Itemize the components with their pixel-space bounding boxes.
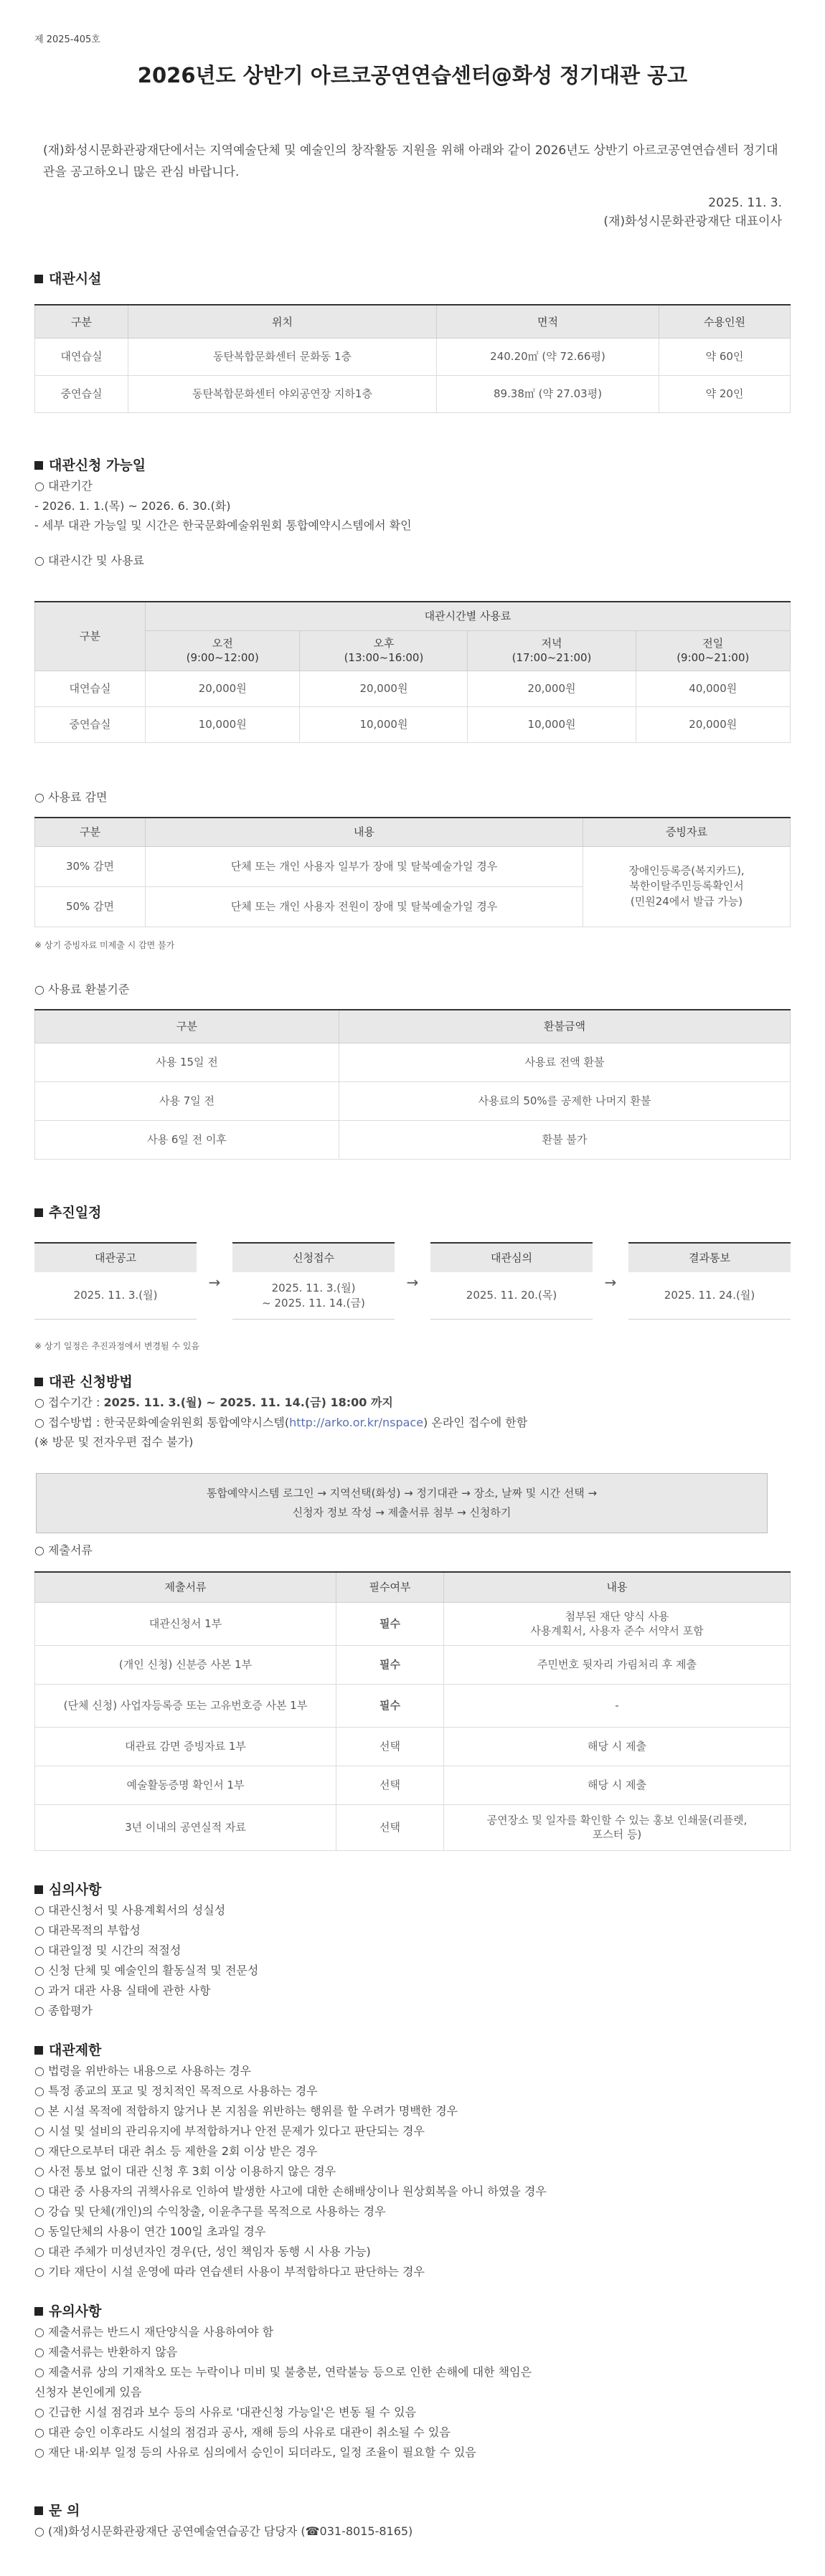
square-bullet-icon xyxy=(34,275,43,283)
table-row xyxy=(35,1684,791,1727)
list-item: ○ 동일단체의 사용이 연간 100일 초과일 경우 xyxy=(34,2225,266,2239)
refund-section xyxy=(34,980,791,1160)
evidence-cell: 장애인등록증(복지카드), 북한이탈주민등록확인서 (민원24에서 발급 가능) xyxy=(583,846,791,927)
square-bullet-icon xyxy=(34,2046,43,2055)
table-cell: 사용료 전액 환불 xyxy=(339,1043,791,1081)
right-arrow-icon: → xyxy=(604,1274,617,1292)
table-cell: 환불 불가 xyxy=(339,1120,791,1159)
docs-section xyxy=(34,1540,791,1851)
table-cell: 대관료 감면 증빙자료 1부 xyxy=(35,1727,336,1766)
table-header: 제출서류 xyxy=(35,1572,336,1602)
schedule-note: ※ 상기 일정은 추진과정에서 변경될 수 있음 xyxy=(34,1341,200,1352)
table-cell: 40,000원 xyxy=(636,671,790,706)
facility-heading: 대관시설 xyxy=(34,268,791,290)
caution-heading: 유의사항 xyxy=(34,2301,791,2322)
table-cell: 20,000원 xyxy=(300,671,468,706)
list-item: ○ 특정 종교의 포교 및 정치적인 목적으로 사용하는 경우 xyxy=(34,2084,318,2098)
apply-method: ○ 접수방법 : 한국문화예술위원회 통합예약시스템(http://arko.or.kr/nspace) 온라인 접수에 한함 xyxy=(34,1415,528,1429)
contact-heading: 문 의 xyxy=(34,2500,791,2521)
table-cell: 대관신청서 1부 xyxy=(35,1602,336,1645)
issuer: (재)화성시문화관광재단 대표이사 xyxy=(603,214,782,229)
table-header: 오후 (13:00~16:00) xyxy=(300,630,468,671)
table-cell: 50% 감면 xyxy=(35,886,146,927)
list-item: ○ 기타 재단이 시설 운영에 따라 연습센터 사용이 부적합하다고 판단하는 경우 xyxy=(34,2265,425,2279)
list-item: ○ 신청 단체 및 예술인의 활동실적 및 전문성 xyxy=(34,1964,259,1978)
table-cell: 동탄복합문화센터 문화동 1층 xyxy=(128,338,437,375)
table-cell: 선택 xyxy=(336,1804,444,1850)
table-cell: 선택 xyxy=(336,1727,444,1766)
square-bullet-icon xyxy=(34,2307,43,2316)
table-cell: 사용 7일 전 xyxy=(35,1081,339,1120)
apply-heading: 대관 신청방법 xyxy=(34,1371,791,1393)
list-item: ○ 법령을 위반하는 내용으로 사용하는 경우 xyxy=(34,2064,252,2078)
right-arrow-icon: → xyxy=(208,1274,221,1292)
table-header: 오전 (9:00~12:00) xyxy=(146,630,300,671)
table-header: 면적 xyxy=(437,305,659,338)
discount-label: ○ 사용료 감면 xyxy=(34,790,108,804)
table-row xyxy=(35,1766,791,1804)
list-item: ○ 시설 및 설비의 관리유지에 부적합하거나 안전 문제가 있다고 판단되는 경우 xyxy=(34,2124,425,2139)
list-item: ○ 과거 대관 사용 실태에 관한 사항 xyxy=(34,1984,211,1998)
table-cell: 3년 이내의 공연실적 자료 xyxy=(35,1804,336,1850)
list-item: ○ 종합평가 xyxy=(34,2004,93,2018)
contact-section xyxy=(34,2500,791,2542)
square-bullet-icon xyxy=(34,1378,43,1386)
table-row xyxy=(35,1043,791,1081)
table-header: 구분 xyxy=(35,305,128,338)
table-cell: (개인 신청) 신분증 사본 1부 xyxy=(35,1645,336,1684)
process-line: 신청자 정보 작성 → 제출서류 첨부 → 신청하기 xyxy=(292,1505,512,1519)
application-process-box xyxy=(36,1473,768,1533)
table-header: 내용 xyxy=(146,818,583,846)
discount-section xyxy=(34,787,791,952)
table-row xyxy=(35,1645,791,1684)
contact-info: ○ (재)화성시문화관광재단 공연예술연습공간 담당자 (☎031-8015-8165) xyxy=(34,2524,413,2539)
facility-table xyxy=(34,304,791,413)
list-item: 신청자 본인에게 있음 xyxy=(34,2385,142,2400)
square-bullet-icon xyxy=(34,1885,43,1894)
period-section xyxy=(34,455,791,570)
table-header: 저녁 (17:00~21:00) xyxy=(468,630,636,671)
process-line: 통합예약시스템 로그인 → 지역선택(화성) → 정기대관 → 장소, 날짜 및 시간 선택 → xyxy=(206,1486,598,1500)
refund-table xyxy=(34,1009,791,1160)
table-cell: 주민번호 뒷자리 가림처리 후 제출 xyxy=(444,1645,791,1684)
table-header: 증빙자료 xyxy=(583,818,791,846)
table-cell: 해당 시 제출 xyxy=(444,1727,791,1766)
table-header: 수용인원 xyxy=(659,305,791,338)
list-item: ○ 대관 중 사용자의 귀책사유로 인하여 발생한 사고에 대한 손해배상이나 원상회복을 아니 하였을 경우 xyxy=(34,2184,547,2199)
review-heading: 심의사항 xyxy=(34,1879,791,1900)
square-bullet-icon xyxy=(34,461,43,470)
table-header: 구분 xyxy=(35,818,146,846)
list-item: ○ 사전 통보 없이 대관 신청 후 3회 이상 이용하지 않은 경우 xyxy=(34,2164,336,2179)
table-row xyxy=(35,1727,791,1766)
schedule-step-title: 신청접수 xyxy=(232,1242,395,1272)
schedule-step-title: 대관공고 xyxy=(34,1242,197,1272)
table-cell: 선택 xyxy=(336,1766,444,1804)
table-header: 환불금액 xyxy=(339,1010,791,1043)
table-header: 대관시간별 사용료 xyxy=(146,602,791,630)
refund-label: ○ 사용료 환불기준 xyxy=(34,982,130,996)
list-item: ○ 재단 내·외부 일정 등의 사유로 심의에서 승인이 되더라도, 일정 조율이 필요할 수 있음 xyxy=(34,2445,476,2460)
table-row xyxy=(35,671,791,706)
table-cell: 예술활동증명 확인서 1부 xyxy=(35,1766,336,1804)
list-item: ○ 긴급한 시설 점검과 보수 등의 사유로 '대관신청 가능일'은 변동 될 수 있음 xyxy=(34,2405,417,2420)
schedule-flow xyxy=(34,1242,791,1320)
table-cell: 중연습실 xyxy=(35,706,146,742)
apply-section xyxy=(34,1371,791,1533)
list-item: ○ 대관목적의 부합성 xyxy=(34,1923,141,1938)
table-row xyxy=(35,706,791,742)
discount-note: ※ 상기 증빙자료 미제출 시 감면 불가 xyxy=(34,939,175,950)
reservation-link[interactable]: http://arko.or.kr/nspace xyxy=(289,1415,424,1429)
right-arrow-icon: → xyxy=(406,1274,419,1292)
period-line: ○ 대관기간 xyxy=(34,479,93,493)
list-item: ○ 제출서류는 반드시 재단양식을 사용하여야 함 xyxy=(34,2325,274,2339)
table-row xyxy=(35,338,791,375)
table-cell: 필수 xyxy=(336,1684,444,1727)
table-header: 필수여부 xyxy=(336,1572,444,1602)
table-cell: 약 20인 xyxy=(659,375,791,412)
period-line: - 세부 대관 가능일 및 시간은 한국문화예술위원회 통합예약시스템에서 확인 xyxy=(34,518,412,532)
table-cell: 해당 시 제출 xyxy=(444,1766,791,1804)
table-header: 전일 (9:00~21:00) xyxy=(636,630,790,671)
table-row xyxy=(35,1602,791,1645)
docs-table xyxy=(34,1571,791,1851)
table-cell: 동탄복합문화센터 야외공연장 지하1층 xyxy=(128,375,437,412)
facility-section xyxy=(34,268,791,413)
document-number: 제 2025-405호 xyxy=(34,34,100,45)
list-item: ○ 제출서류는 반환하지 않음 xyxy=(34,2345,178,2359)
table-cell: 20,000원 xyxy=(636,706,790,742)
table-cell: (단체 신청) 사업자등록증 또는 고유번호증 사본 1부 xyxy=(35,1684,336,1727)
schedule-step xyxy=(232,1242,395,1320)
table-cell: 사용료의 50%를 공제한 나머지 환불 xyxy=(339,1081,791,1120)
apply-method-note: (※ 방문 및 전자우편 접수 불가) xyxy=(34,1434,194,1449)
schedule-section xyxy=(34,1202,791,1354)
schedule-step xyxy=(34,1242,197,1320)
review-section xyxy=(34,1879,791,2021)
list-item: ○ 대관 주체가 미성년자인 경우(단, 성인 책임자 동행 시 사용 가능) xyxy=(34,2245,371,2259)
list-item: ○ 본 시설 목적에 적합하지 않거나 본 지침을 위반하는 행위를 할 우려가 명백한 경우 xyxy=(34,2104,458,2118)
table-cell: 대연습실 xyxy=(35,671,146,706)
page-title: 2026년도 상반기 아르코공연연습센터@화성 정기대관 공고 xyxy=(137,63,688,87)
table-header: 위치 xyxy=(128,305,437,338)
table-cell: 필수 xyxy=(336,1645,444,1684)
schedule-step xyxy=(430,1242,593,1320)
schedule-step-title: 결과통보 xyxy=(628,1242,791,1272)
schedule-step-date: 2025. 11. 20.(목) xyxy=(430,1272,593,1320)
table-cell: 중연습실 xyxy=(35,375,128,412)
table-cell: 사용 15일 전 xyxy=(35,1043,339,1081)
square-bullet-icon xyxy=(34,1208,43,1217)
period-heading: 대관신청 가능일 xyxy=(34,455,791,476)
table-cell: 30% 감면 xyxy=(35,846,146,886)
table-cell: 10,000원 xyxy=(468,706,636,742)
table-cell: 약 60인 xyxy=(659,338,791,375)
table-row xyxy=(35,1081,791,1120)
schedule-step-title: 대관심의 xyxy=(430,1242,593,1272)
table-header: 구분 xyxy=(35,1010,339,1043)
fee-table xyxy=(34,601,791,743)
table-cell: 단체 또는 개인 사용자 일부가 장애 및 탈북예술가일 경우 xyxy=(146,846,583,886)
restrict-heading: 대관제한 xyxy=(34,2040,791,2061)
schedule-step-date: 2025. 11. 3.(월) xyxy=(34,1272,197,1320)
schedule-step-date: 2025. 11. 24.(월) xyxy=(628,1272,791,1320)
table-cell: 단체 또는 개인 사용자 전원이 장애 및 탈북예술가일 경우 xyxy=(146,886,583,927)
announcement-date: 2025. 11. 3. xyxy=(708,196,782,210)
list-item: ○ 제출서류 상의 기재착오 또는 누락이나 미비 및 불충분, 연락불능 등으로 인한 손해에 대한 책임은 xyxy=(34,2365,532,2380)
intro-paragraph: (재)화성시문화관광재단에서는 지역예술단체 및 예술인의 창작활동 지원을 위해 아래와 같이 2026년도 상반기 아르코공연연습센터 정기대관을 공고하오니 많은 관심 바랍니다. xyxy=(43,143,778,179)
list-item: ○ 강습 및 단체(개인)의 수익창출, 이윤추구를 목적으로 사용하는 경우 xyxy=(34,2205,386,2219)
schedule-heading: 추진일정 xyxy=(34,1202,791,1223)
table-header: 구분 xyxy=(35,602,146,671)
table-cell: 20,000원 xyxy=(468,671,636,706)
table-row xyxy=(35,1120,791,1159)
list-item: ○ 대관신청서 및 사용계획서의 성실성 xyxy=(34,1903,226,1918)
list-item: ○ 대관일정 및 시간의 적절성 xyxy=(34,1943,182,1958)
fee-label: ○ 대관시간 및 사용료 xyxy=(34,553,144,567)
caution-section xyxy=(34,2301,791,2463)
list-item: ○ 대관 승인 이후라도 시설의 점검과 공사, 재해 등의 사유로 대관이 취소될 수 있음 xyxy=(34,2425,451,2440)
table-cell: 89.38㎡ (약 27.03평) xyxy=(437,375,659,412)
list-item: ○ 재단으로부터 대관 취소 등 제한을 2회 이상 받은 경우 xyxy=(34,2144,318,2159)
table-cell: 10,000원 xyxy=(300,706,468,742)
fee-section xyxy=(34,601,791,743)
table-cell: 10,000원 xyxy=(146,706,300,742)
table-row xyxy=(35,375,791,412)
table-cell: 240.20㎡ (약 72.66평) xyxy=(437,338,659,375)
table-cell: 공연장소 및 일자를 확인할 수 있는 홍보 인쇄물(리플렛, 포스터 등) xyxy=(444,1804,791,1850)
table-row xyxy=(35,846,791,886)
restrict-section xyxy=(34,2040,791,2282)
table-header: 내용 xyxy=(444,1572,791,1602)
table-cell: - xyxy=(444,1684,791,1727)
table-cell: 사용 6일 전 이후 xyxy=(35,1120,339,1159)
square-bullet-icon xyxy=(34,2506,43,2515)
table-cell: 필수 xyxy=(336,1602,444,1645)
table-cell: 첨부된 재단 양식 사용 사용계획서, 사용자 준수 서약서 포함 xyxy=(444,1602,791,1645)
schedule-step xyxy=(628,1242,791,1320)
table-cell: 20,000원 xyxy=(146,671,300,706)
schedule-step-date: 2025. 11. 3.(월) ~ 2025. 11. 14.(금) xyxy=(232,1272,395,1320)
apply-period: ○ 접수기간 : 2025. 11. 3.(월) ~ 2025. 11. 14.(금) 18:00 까지 xyxy=(34,1396,393,1410)
table-row xyxy=(35,1804,791,1850)
period-line: - 2026. 1. 1.(목) ~ 2026. 6. 30.(화) xyxy=(34,498,231,513)
discount-table xyxy=(34,817,791,927)
docs-label: ○ 제출서류 xyxy=(34,1543,93,1557)
table-cell: 대연습실 xyxy=(35,338,128,375)
